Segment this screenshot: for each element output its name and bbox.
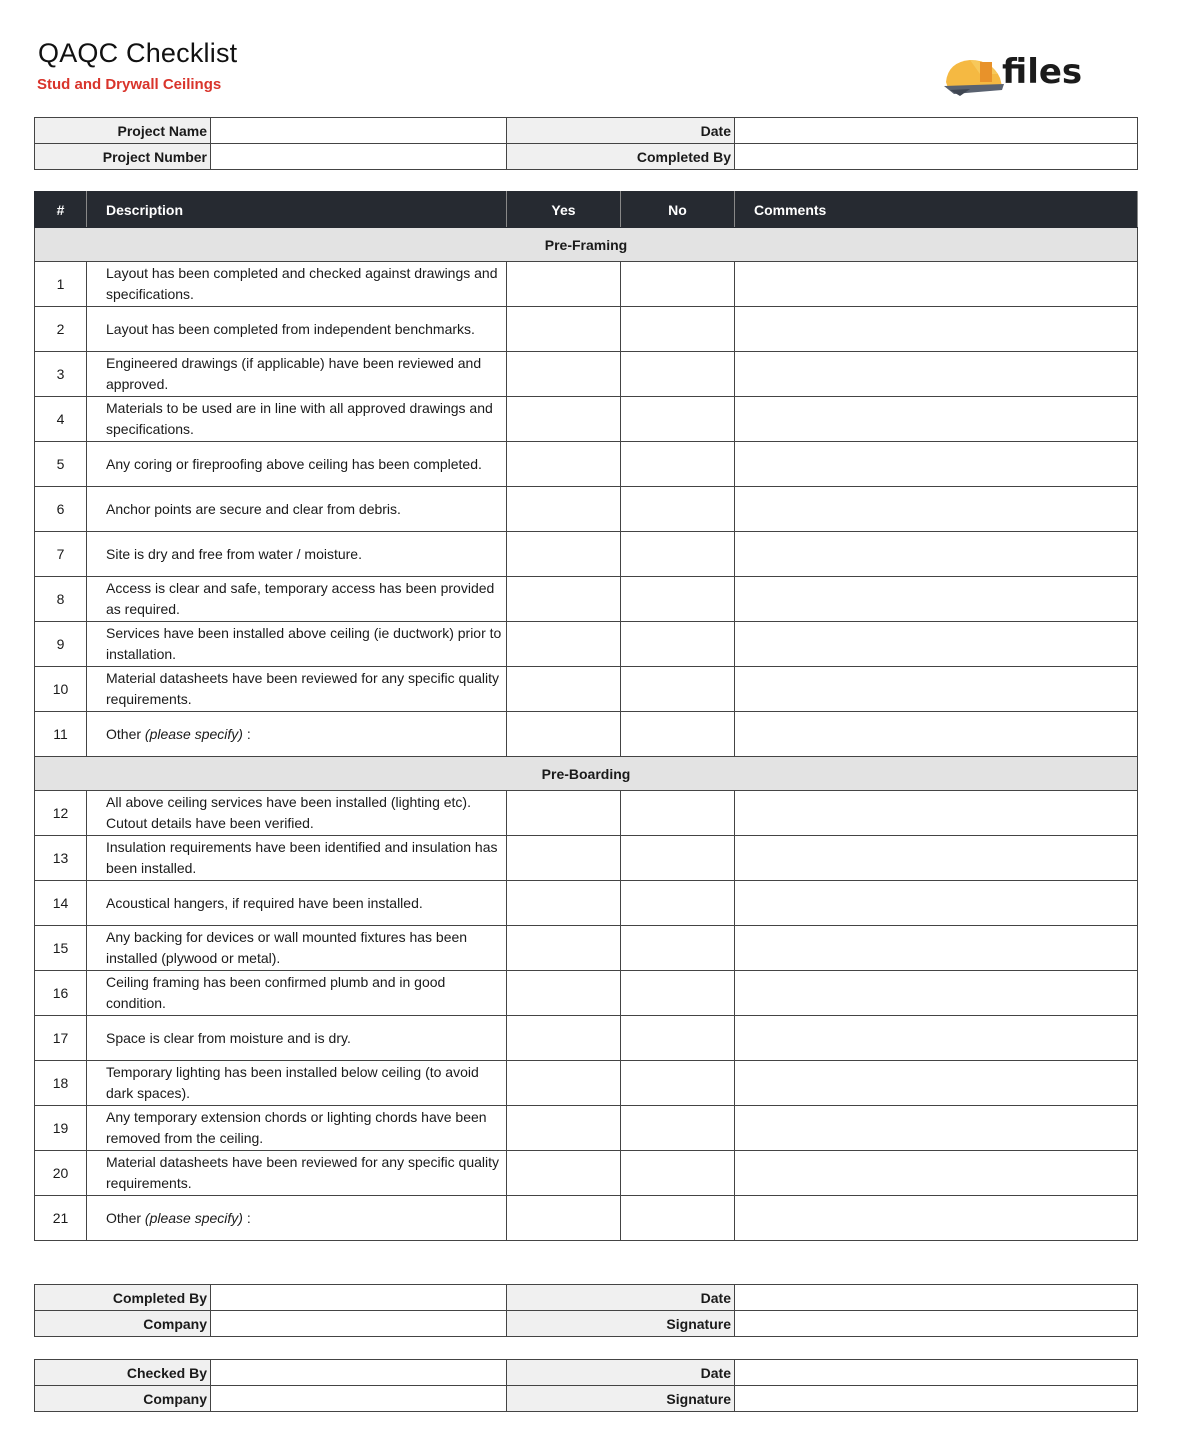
checklist-table [34,191,1138,1241]
comments-cell[interactable] [735,1061,1138,1106]
item-description: Temporary lighting has been installed below ceiling (to avoid dark spaces). [87,1061,507,1106]
checklist-body [35,228,1138,1241]
item-description [87,1196,507,1241]
table-row [35,532,1138,577]
item-number: 21 [35,1196,87,1241]
company-field[interactable] [211,1386,507,1412]
project-number-field[interactable] [211,144,507,170]
no-cell[interactable] [621,1106,735,1151]
table-row [35,577,1138,622]
checked-by-label: Checked By [35,1360,211,1386]
yes-cell[interactable] [507,1196,621,1241]
comments-cell[interactable] [735,836,1138,881]
comments-cell[interactable] [735,622,1138,667]
signature-field[interactable] [735,1386,1138,1412]
yes-cell[interactable] [507,622,621,667]
hard-hat-icon [940,52,1010,100]
table-row [35,791,1138,836]
section-row [35,757,1138,791]
item-description: Anchor points are secure and clear from debris. [87,487,507,532]
no-cell[interactable] [621,487,735,532]
date-label: Date [507,1285,735,1311]
company-label: Company [35,1386,211,1412]
item-description: Material datasheets have been reviewed for any specific quality requirements. [87,667,507,712]
comments-cell[interactable] [735,487,1138,532]
date-field[interactable] [735,118,1138,144]
project-name-label: Project Name [35,118,211,144]
table-row [35,442,1138,487]
company-label: Company [35,1311,211,1337]
item-number: 3 [35,352,87,397]
no-cell[interactable] [621,442,735,487]
completed-by-field[interactable] [211,1285,507,1311]
yes-cell[interactable] [507,1061,621,1106]
item-description-text: Other [106,725,145,742]
date-field[interactable] [735,1360,1138,1386]
yes-cell[interactable] [507,1151,621,1196]
comments-cell[interactable] [735,971,1138,1016]
item-number: 17 [35,1016,87,1061]
signature-label: Signature [507,1311,735,1337]
table-row [35,1196,1138,1241]
no-cell[interactable] [621,397,735,442]
item-number: 8 [35,577,87,622]
logo-text: files [1002,52,1083,92]
column-header-yes: Yes [507,192,621,228]
no-cell[interactable] [621,667,735,712]
yes-cell[interactable] [507,487,621,532]
no-cell[interactable] [621,881,735,926]
yes-cell[interactable] [507,1106,621,1151]
yes-cell[interactable] [507,926,621,971]
project-info-table [34,117,1138,170]
comments-cell[interactable] [735,1016,1138,1061]
item-description: Ceiling framing has been confirmed plumb and in good condition. [87,971,507,1016]
table-row [35,1106,1138,1151]
comments-cell[interactable] [735,712,1138,757]
table-row [35,712,1138,757]
table-row [35,926,1138,971]
item-description: Access is clear and safe, temporary access has been provided as required. [87,577,507,622]
item-description-italic: (please specify) [144,725,243,742]
no-cell[interactable] [621,836,735,881]
item-number: 13 [35,836,87,881]
item-description: Acoustical hangers, if required have been installed. [87,881,507,926]
column-header-comments: Comments [735,192,1138,228]
item-number: 7 [35,532,87,577]
item-number: 20 [35,1151,87,1196]
table-row [35,836,1138,881]
yes-cell[interactable] [507,442,621,487]
no-cell[interactable] [621,926,735,971]
item-description: Any backing for devices or wall mounted fixtures has been installed (plywood or metal). [87,926,507,971]
table-row [35,487,1138,532]
item-number: 19 [35,1106,87,1151]
table-row [35,307,1138,352]
section-title: Pre-Framing [35,228,1138,262]
table-row [35,1151,1138,1196]
comments-cell[interactable] [735,442,1138,487]
no-cell[interactable] [621,622,735,667]
yes-cell[interactable] [507,352,621,397]
table-row [35,262,1138,307]
comments-cell[interactable] [735,532,1138,577]
section-row [35,228,1138,262]
item-number: 5 [35,442,87,487]
item-description: Engineered drawings (if applicable) have been reviewed and approved. [87,352,507,397]
comments-cell[interactable] [735,307,1138,352]
no-cell[interactable] [621,352,735,397]
project-number-label: Project Number [35,144,211,170]
item-description: Materials to be used are in line with all approved drawings and specifications. [87,397,507,442]
signature-label: Signature [507,1386,735,1412]
column-header-no: No [621,192,735,228]
item-description: All above ceiling services have been installed (lighting etc). Cutout details have been verified. [87,791,507,836]
item-number: 9 [35,622,87,667]
yes-cell[interactable] [507,397,621,442]
item-description-suffix: : [242,1209,251,1226]
no-cell[interactable] [621,532,735,577]
no-cell[interactable] [621,1151,735,1196]
comments-cell[interactable] [735,1151,1138,1196]
item-number: 10 [35,667,87,712]
date-label: Date [507,1360,735,1386]
item-description-italic: (please specify) [144,1209,243,1226]
table-row [35,352,1138,397]
item-number: 15 [35,926,87,971]
comments-cell[interactable] [735,577,1138,622]
comments-cell[interactable] [735,352,1138,397]
item-description: Any temporary extension chords or lighting chords have been removed from the ceiling. [87,1106,507,1151]
comments-cell[interactable] [735,926,1138,971]
item-description: Site is dry and free from water / moisture. [87,532,507,577]
no-cell[interactable] [621,712,735,757]
yes-cell[interactable] [507,1016,621,1061]
no-cell[interactable] [621,577,735,622]
item-description: Insulation requirements have been identified and insulation has been installed. [87,836,507,881]
column-header-description: Description [87,192,507,228]
table-row [35,397,1138,442]
item-description: Space is clear from moisture and is dry. [87,1016,507,1061]
no-cell[interactable] [621,1196,735,1241]
comments-cell[interactable] [735,1106,1138,1151]
completed-by-field[interactable] [735,144,1138,170]
completed-by-label: Completed By [507,144,735,170]
yes-cell[interactable] [507,532,621,577]
table-row [35,1016,1138,1061]
date-label: Date [507,118,735,144]
yes-cell[interactable] [507,712,621,757]
checked-table [34,1359,1138,1412]
yes-cell[interactable] [507,667,621,712]
item-number: 16 [35,971,87,1016]
item-number: 12 [35,791,87,836]
no-cell[interactable] [621,971,735,1016]
item-number: 18 [35,1061,87,1106]
item-number: 14 [35,881,87,926]
comments-cell[interactable] [735,667,1138,712]
item-description-text: Other [106,1209,145,1226]
page-subtitle: Stud and Drywall Ceilings [37,76,222,93]
yes-cell[interactable] [507,971,621,1016]
checked-by-field[interactable] [211,1360,507,1386]
files-logo [940,52,1110,100]
project-name-field[interactable] [211,118,507,144]
item-number: 4 [35,397,87,442]
no-cell[interactable] [621,262,735,307]
comments-cell[interactable] [735,791,1138,836]
signature-field[interactable] [735,1311,1138,1337]
item-number: 6 [35,487,87,532]
item-description: Layout has been completed from independent benchmarks. [87,307,507,352]
no-cell[interactable] [621,1061,735,1106]
column-header-number: # [35,192,87,228]
item-number: 1 [35,262,87,307]
yes-cell[interactable] [507,791,621,836]
comments-cell[interactable] [735,397,1138,442]
completion-table [34,1284,1138,1337]
comments-cell[interactable] [735,881,1138,926]
item-number: 11 [35,712,87,757]
page-title: QAQC Checklist [38,38,238,68]
item-description-suffix: : [242,725,251,742]
item-description [87,712,507,757]
company-field[interactable] [211,1311,507,1337]
comments-cell[interactable] [735,262,1138,307]
completed-by-label: Completed By [35,1285,211,1311]
item-description: Layout has been completed and checked against drawings and specifications. [87,262,507,307]
comments-cell[interactable] [735,1196,1138,1241]
yes-cell[interactable] [507,881,621,926]
table-row [35,1061,1138,1106]
no-cell[interactable] [621,791,735,836]
table-row [35,622,1138,667]
yes-cell[interactable] [507,836,621,881]
yes-cell[interactable] [507,577,621,622]
item-number: 2 [35,307,87,352]
yes-cell[interactable] [507,307,621,352]
date-field[interactable] [735,1285,1138,1311]
table-row [35,667,1138,712]
item-description: Material datasheets have been reviewed for any specific quality requirements. [87,1151,507,1196]
no-cell[interactable] [621,1016,735,1061]
yes-cell[interactable] [507,262,621,307]
no-cell[interactable] [621,307,735,352]
item-description: Services have been installed above ceiling (ie ductwork) prior to installation. [87,622,507,667]
table-row [35,971,1138,1016]
section-title: Pre-Boarding [35,757,1138,791]
item-description: Any coring or fireproofing above ceiling has been completed. [87,442,507,487]
table-row [35,881,1138,926]
